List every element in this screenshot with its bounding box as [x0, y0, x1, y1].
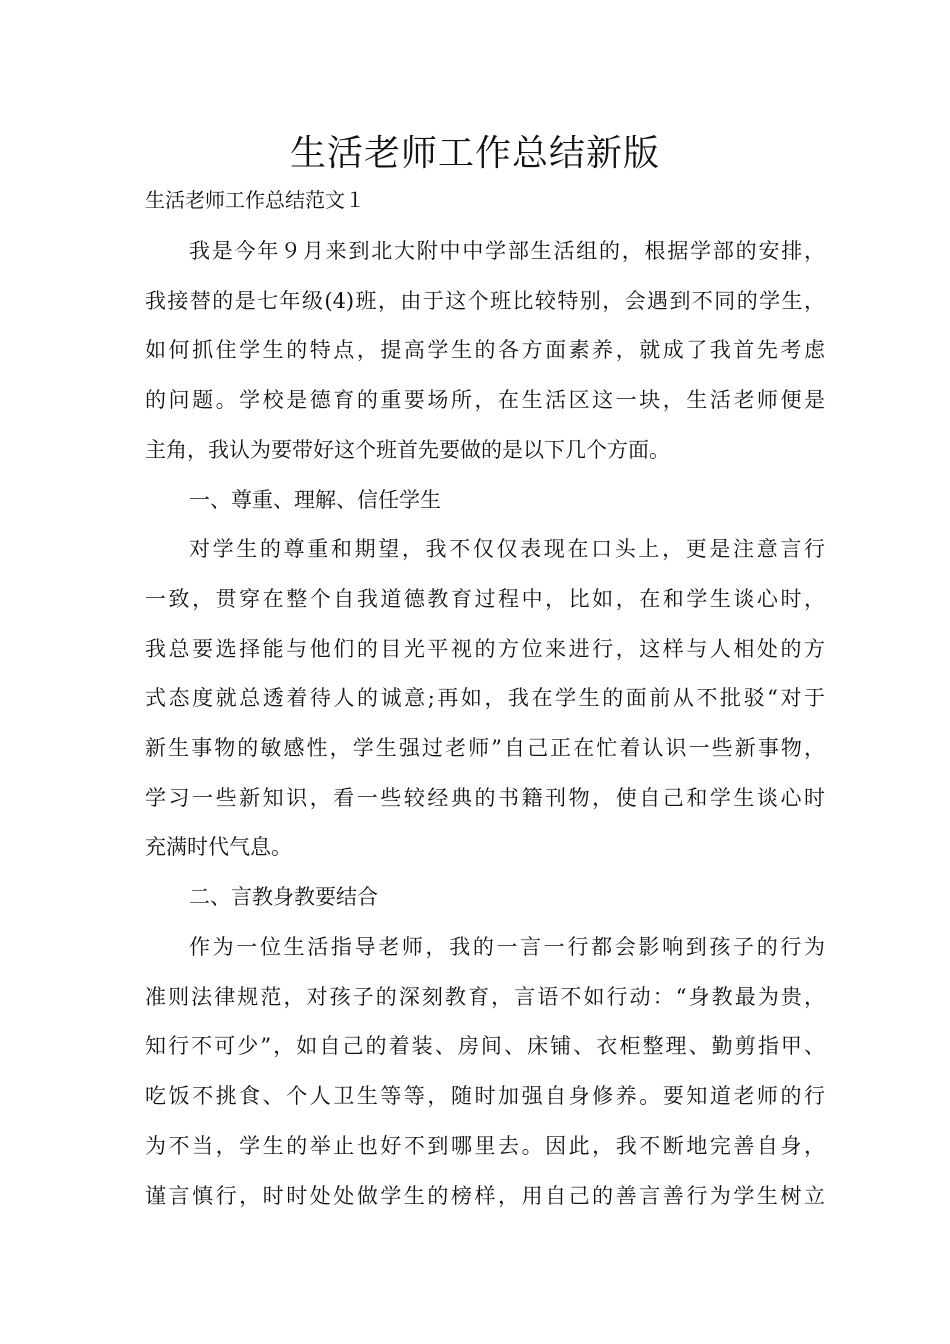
paragraph-line: 充满时代气息。 [145, 835, 292, 859]
paragraph-line: 一致，贯穿在整个自我道德教育过程中，比如，在和学生谈心时， [145, 587, 825, 611]
paragraph-line: 为不当，学生的举止也好不到哪里去。因此，我不断地完善自身， [145, 1134, 825, 1158]
paragraph-line: 主角，我认为要带好这个班首先要做的是以下几个方面。 [145, 438, 670, 462]
paragraph-line: 准则法律规范，对孩子的深刻教育，言语不如行动：“身教最为贵， [145, 985, 825, 1009]
section-heading: 一、尊重、理解、信任学生 [189, 488, 441, 512]
section-heading: 二、言教身教要结合 [189, 885, 378, 909]
paragraph-line: 学习一些新知识，看一些较经典的书籍刊物，使自己和学生谈心时 [145, 786, 825, 810]
paragraph-line: 谨言慎行，时时处处做学生的榜样，用自己的善言善行为学生树立 [145, 1184, 825, 1208]
document-subtitle: 生活老师工作总结范文１ [145, 188, 365, 212]
paragraph-line: 我总要选择能与他们的目光平视的方位来进行，这样与人相处的方 [145, 637, 825, 661]
paragraph-line: 的问题。学校是德育的重要场所，在生活区这一块，生活老师便是 [145, 388, 825, 412]
paragraph-line: 对学生的尊重和期望，我不仅仅表现在口头上，更是注意言行 [189, 537, 825, 561]
paragraph-line: 式态度就总透着待人的诚意;再如，我在学生的面前从不批驳“对于 [145, 686, 825, 710]
paragraph-line: 新生事物的敏感性，学生强过老师”自己正在忙着认识一些新事物， [145, 736, 825, 760]
paragraph-line: 作为一位生活指导老师，我的一言一行都会影响到孩子的行为 [189, 935, 825, 959]
page-title: 生活老师工作总结新版 [289, 133, 660, 174]
paragraph-line: 我接替的是七年级(4)班，由于这个班比较特别，会遇到不同的学生， [145, 289, 825, 313]
paragraph-line: 如何抓住学生的特点，提高学生的各方面素养，就成了我首先考虑 [145, 338, 825, 362]
paragraph-line: 知行不可少”，如自己的着装、房间、床铺、衣柜整理、勤剪指甲、 [145, 1034, 825, 1058]
paragraph-line: 我是今年９月来到北大附中中学部生活组的，根据学部的安排， [189, 239, 825, 263]
paragraph-line: 吃饭不挑食、个人卫生等等，随时加强自身修养。要知道老师的行 [145, 1084, 825, 1108]
